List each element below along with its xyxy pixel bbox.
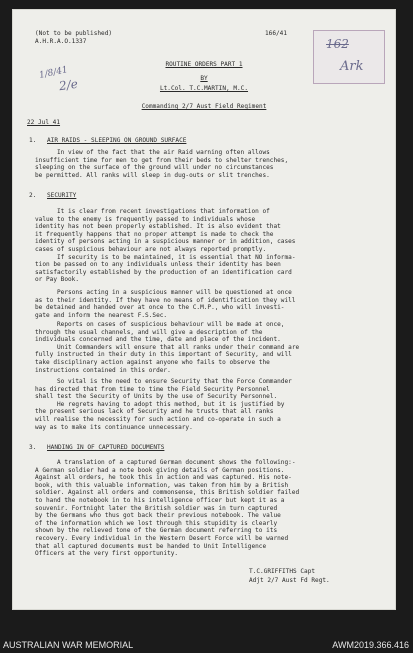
section-2-heading: SECURITY [47,192,77,199]
section-2-number: 2. [29,192,37,199]
archive-name: AUSTRALIAN WAR MEMORIAL [3,640,134,650]
signature-name: T.C.GRIFFITHS Capt [249,568,316,575]
margin-handwriting-2: 2/e [58,76,79,94]
title-line-1: ROUTINE ORDERS PART 1 [165,61,243,68]
section-1-heading: AIR RAIDS - SLEEPING ON GROUND SURFACE [47,137,187,144]
section-1-number: 1. [29,137,37,144]
title-line-3: Lt.Col. T.C.MARTIN, M.C. [159,85,249,92]
section-1-paragraph: In view of the fact that the air Raid warning often allows insufficient time for men to get from their beds to shelter trenches, sleeping on the surface of the ground will under no circumstances be permitted. All ranks will sleep in dug-outs or slit trenches. [35,149,289,179]
signature-role: Adjt 2/7 Aust Fd Regt. [249,577,330,584]
section-2-paragraph-1: It is clear from recent investigations that information of value to the enemy is frequently passed to individuals whose identity has not been properly established. It is also evident that it frequently happens that no proper attempt is made to check the identity of persons acting in a suspicious manner or in addition, cases cases of suspicious behaviour are not always reported promptly. If security is to be maintained, it is essential that NO informa- tion be passed on to any individuals unless their identity has been satisfactorily established by the production of an identification card or Pay Book. [35,208,296,284]
stamp-number: 162 [326,37,349,51]
margin-handwriting-1: 1/8/41 [38,65,69,81]
title-line-2: BY [200,75,208,82]
document-number: 166/41 [265,30,288,37]
section-2-paragraph-4: So vital is the need to ensure Security that the Force Commander has directed that from time to time the Field Security Personnel shall test the Security of Units by the use of Security Personnel. He regrets having to adopt this method, but it is justified by the present serious lack of Security and he trusts that all ranks will realise the necessity for such action and co-operate in such a way as to make its continuance unnecessary. [35,378,292,431]
document-page [12,9,396,610]
not-published-note: (Not to be published) [35,30,113,37]
archive-item-id: AWM2019.366.416 [332,640,409,650]
section-2-paragraph-3: Reports on cases of suspicious behaviour will be made at once, through the usual channels, and will give a description of the individuals concerned and the time, date and place of the incident. Unit Commanders will ensure that all ranks under their command are fully instructed in their duty in this important of Security, and will take disciplinary action against anyone who fails to observe the instructions contained in this order. [35,321,300,374]
section-2-paragraph-2: Persons acting in a suspicious manner will be questioned at once as to their identity. If they have no means of identification they will be detained and handed over at once to the C.M.P., who will investi- gate and inform the nearest F.S.Sec. [35,289,296,319]
section-3-heading: HANDING IN OF CAPTURED DOCUMENTS [47,444,165,451]
archive-footer [0,638,413,653]
section-3-paragraph: A translation of a captured German document shows the following:- A German soldier had a note book giving details of German positions. Against all orders, he took this in action and was captured. His note- book, with this valuable information, was taken from him by a British soldier. Against all orders and commonsense, this British soldier failed to hand the notebook in to his intelligence officer but kept it as a souvenir. Fortnight later the British soldier was in turn captured by the Germans who thus got back their previous notebook. The value of the information which we lost through this stupidity is clearly shown by the relieved tone of the German document referring to its recovery. Every individual in the Western Desert Force will be warned that all captured documents must be handed to Unit Intelligence Officers at the very first opportunity. [35,459,300,558]
reference-code: A.H.R.A.O.1337 [35,38,87,45]
section-3-number: 3. [29,444,37,451]
order-date: 22 Jul 41 [27,119,61,126]
title-line-4: Commanding 2/7 Aust Field Regiment [141,103,267,110]
stamp-handwriting: Ark [340,59,364,74]
